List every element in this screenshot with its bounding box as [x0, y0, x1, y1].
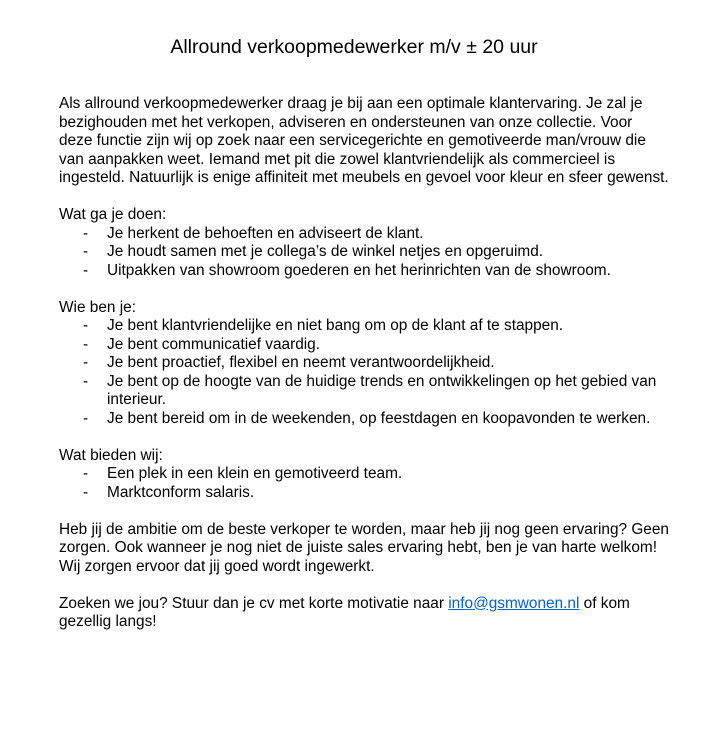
contact-text-before: Zoeken we jou? Stuur dan je cv met korte motivatie naar [59, 594, 449, 612]
list-item-text: Je bent communicatief vaardig. [107, 335, 321, 353]
list-item [59, 262, 669, 281]
list-item-text: Je herkent de behoeften en adviseert de klant. [107, 224, 424, 242]
list-item [59, 354, 669, 373]
list-item-text: Je bent klantvriendelijke en niet bang om op de klant af te stappen. [107, 317, 564, 334]
dash-bullet: - [83, 483, 89, 501]
list-item-text: Je bent bereid om in de weekenden, op feestdagen en koopavonden te werken. [107, 409, 651, 427]
dash-bullet: - [83, 261, 89, 279]
contact-text-after: of kom gezellig langs! [59, 594, 630, 630]
dash-bullet: - [83, 354, 89, 371]
list-item [59, 317, 669, 336]
tasks-list [59, 225, 669, 281]
section-heading-tasks: Wat ga je doen: [59, 206, 167, 223]
dash-bullet: - [83, 243, 89, 260]
spacer [59, 188, 669, 207]
document-body [59, 95, 669, 632]
profile-list [59, 317, 669, 428]
dash-bullet: - [83, 317, 89, 334]
contact-paragraph [59, 595, 669, 632]
list-item-text: Je bent op de hoogte van de huidige trends en ontwikkelingen op het gebied van interieur. [107, 372, 657, 408]
list-item [59, 484, 669, 503]
section-heading-offer: Wat bieden wij: [59, 446, 163, 464]
spacer [59, 502, 669, 521]
list-item [59, 410, 669, 429]
email-link[interactable]: info@gsmwonen.nl [448, 594, 580, 612]
list-item [59, 243, 669, 262]
spacer [59, 428, 669, 447]
list-item [59, 373, 669, 410]
list-item-text: Een plek in een klein en gemotiveerd team. [107, 465, 403, 482]
list-item-text: Je houdt samen met je collega’s de winkel netjes en opgeruimd. [107, 243, 544, 260]
dash-bullet: - [83, 465, 89, 482]
intro-paragraph: Als allround verkoopmedewerker draag je bij aan een optimale klantervaring. Je zal je bezighouden met het verkopen, adviseren en ondersteunen van onze collectie. Voor deze functie zijn wij op zoek naar een servicegerichte en gemotiveerde man/vrouw die van aanpakken weet. Iemand met pit die zowel klantvriendelijk als commercieel is ingesteld. Natuurlijk is enige affiniteit met meubels en gevoel voor kleur en sfeer gewenst. [59, 95, 669, 186]
spacer [59, 280, 669, 299]
list-item [59, 336, 669, 355]
spacer [59, 576, 669, 595]
dash-bullet: - [83, 409, 89, 427]
dash-bullet: - [83, 335, 89, 353]
list-item-text: Uitpakken van showroom goederen en het herinrichten van de showroom. [107, 261, 611, 279]
ambition-paragraph: Heb jij de ambitie om de beste verkoper te worden, maar heb jij nog geen ervaring? Geen zorgen. Ook wanneer je nog niet de juiste sales ervaring hebt, ben je van harte welkom! Wij zorgen ervoor dat jij goed wordt ingewerkt. [59, 520, 669, 575]
dash-bullet: - [83, 224, 89, 242]
page-title: Allround verkoopmedewerker m/v ± 20 uur [170, 36, 538, 58]
section-heading-profile: Wie ben je: [59, 298, 136, 316]
list-item [59, 465, 669, 484]
list-item-text: Je bent proactief, flexibel en neemt verantwoordelijkheid. [107, 354, 495, 371]
list-item-text: Marktconform salaris. [107, 483, 255, 501]
offer-list [59, 465, 669, 502]
dash-bullet: - [83, 372, 89, 390]
list-item [59, 225, 669, 244]
